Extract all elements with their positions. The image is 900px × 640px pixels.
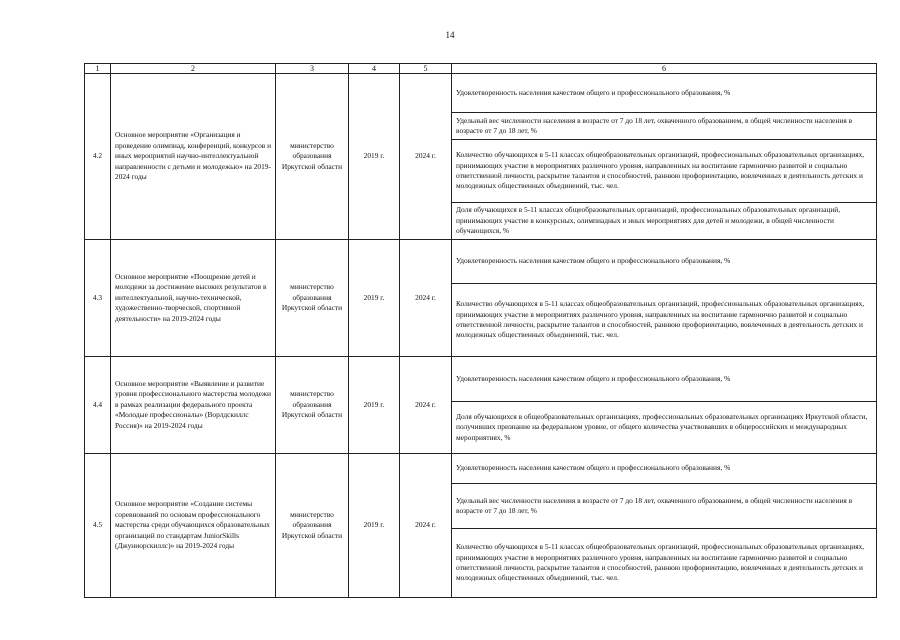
header-cell: 5 (400, 64, 452, 74)
indicator: Удовлетворенность населения качеством общего и профессионального образования, % (452, 74, 877, 113)
indicator: Количество обучающихся в 5-11 классах общеобразовательных организаций, профессиональных образовательных организациях, принимающих участие в мероприятиях различного уровня, направленных на воспитание гармонично развитой и социально ответственной личности, раскрытие талантов и способностей, раннюю профориентацию, вовлеченных в деятельность детских и молодежных общественных объединений, тыс. чел. (452, 284, 877, 357)
row-number: 4.5 (85, 454, 111, 598)
activity-name: Основное мероприятие «Выявление и развитие уровня профессионального мастерства молодежи в рамках реализации федерального проекта «Молодые профессионалы» (Ворлдскиллс Россия)» на 2019-2024 годы (111, 357, 276, 454)
header-cell: 3 (276, 64, 349, 74)
indicator: Количество обучающихся в 5-11 классах общеобразовательных организаций, профессиональных образовательных организациях, принимающих участие в мероприятиях различного уровня, направленных на воспитание гармонично развитой и социально ответственной личности, раскрытие талантов и способностей, раннюю профориентацию, вовлеченных в деятельность детских и молодежных общественных объединений, тыс. чел. (452, 529, 877, 598)
executor: министерство образования Иркутской области (276, 357, 349, 454)
end-year: 2024 г. (400, 454, 452, 598)
start-year: 2019 г. (349, 454, 400, 598)
end-year: 2024 г. (400, 357, 452, 454)
activity-name: Основное мероприятие «Создание системы соревнований по основам профессионального мастерства среди обучающихся образовательных организаций по стандартам JuniorSkills (Джуниорскиллс)» на 2019-2024 годы (111, 454, 276, 598)
activity-name: Основное мероприятие «Поощрение детей и молодежи за достижение высоких результатов в интеллектуальной, научно-технической, художественно-творческой, спортивной деятельности» на 2019-2024 годы (111, 240, 276, 357)
program-table (84, 63, 877, 598)
indicator: Удельный вес численности населения в возрасте от 7 до 18 лет, охваченного образованием, в общей численности населения в возрасте от 7 до 18 лет, % (452, 113, 877, 140)
indicator: Удовлетворенность населения качеством общего и профессионального образования, % (452, 357, 877, 402)
header-cell: 4 (349, 64, 400, 74)
table-row (85, 454, 877, 484)
start-year: 2019 г. (349, 240, 400, 357)
row-number: 4.2 (85, 74, 111, 240)
end-year: 2024 г. (400, 240, 452, 357)
executor: министерство образования Иркутской области (276, 454, 349, 598)
start-year: 2019 г. (349, 74, 400, 240)
header-row (85, 64, 877, 74)
indicator: Удельный вес численности населения в возрасте от 7 до 18 лет, охваченного образованием, в общей численности населения в возрасте от 7 до 18 лет, % (452, 484, 877, 529)
page-number: 14 (445, 30, 455, 40)
indicator: Удовлетворенность населения качеством общего и профессионального образования, % (452, 240, 877, 284)
end-year: 2024 г. (400, 74, 452, 240)
header-cell: 2 (111, 64, 276, 74)
start-year: 2019 г. (349, 357, 400, 454)
executor: министерство образования Иркутской области (276, 74, 349, 240)
table-row (85, 74, 877, 113)
indicator: Доля обучающихся в общеобразовательных организациях, профессиональных образовательных организациях Иркутской области, получивших признание на федеральном уровне, от общего количества участвовавших в общероссийских и международных мероприятиях, % (452, 402, 877, 454)
executor: министерство образования Иркутской области (276, 240, 349, 357)
table-row (85, 240, 877, 284)
row-number: 4.3 (85, 240, 111, 357)
header-cell: 6 (452, 64, 877, 74)
row-number: 4.4 (85, 357, 111, 454)
activity-name: Основное мероприятие «Организация и проведение олимпиад, конференций, конкурсов и иных мероприятий научно-интеллектуальной направленности с детьми и молодежью» на 2019-2024 годы (111, 74, 276, 240)
header-cell: 1 (85, 64, 111, 74)
indicator: Доля обучающихся в 5-11 классах общеобразовательных организаций, профессиональных образовательных организаций, принимающих участие в конкурсных, олимпиадных и иных мероприятиях для детей и молодежи, в общей численности обучающихся, % (452, 203, 877, 240)
table-row (85, 357, 877, 402)
indicator: Удовлетворенность населения качеством общего и профессионального образования, % (452, 454, 877, 484)
indicator: Количество обучающихся в 5-11 классах общеобразовательных организаций, профессиональных образовательных организациях, принимающих участие в мероприятиях различного уровня, направленных на воспитание гармонично развитой и социально ответственной личности, раскрытие талантов и способностей, раннюю профориентацию, вовлеченных в деятельность детских и молодежных общественных объединений, тыс. чел. (452, 140, 877, 203)
